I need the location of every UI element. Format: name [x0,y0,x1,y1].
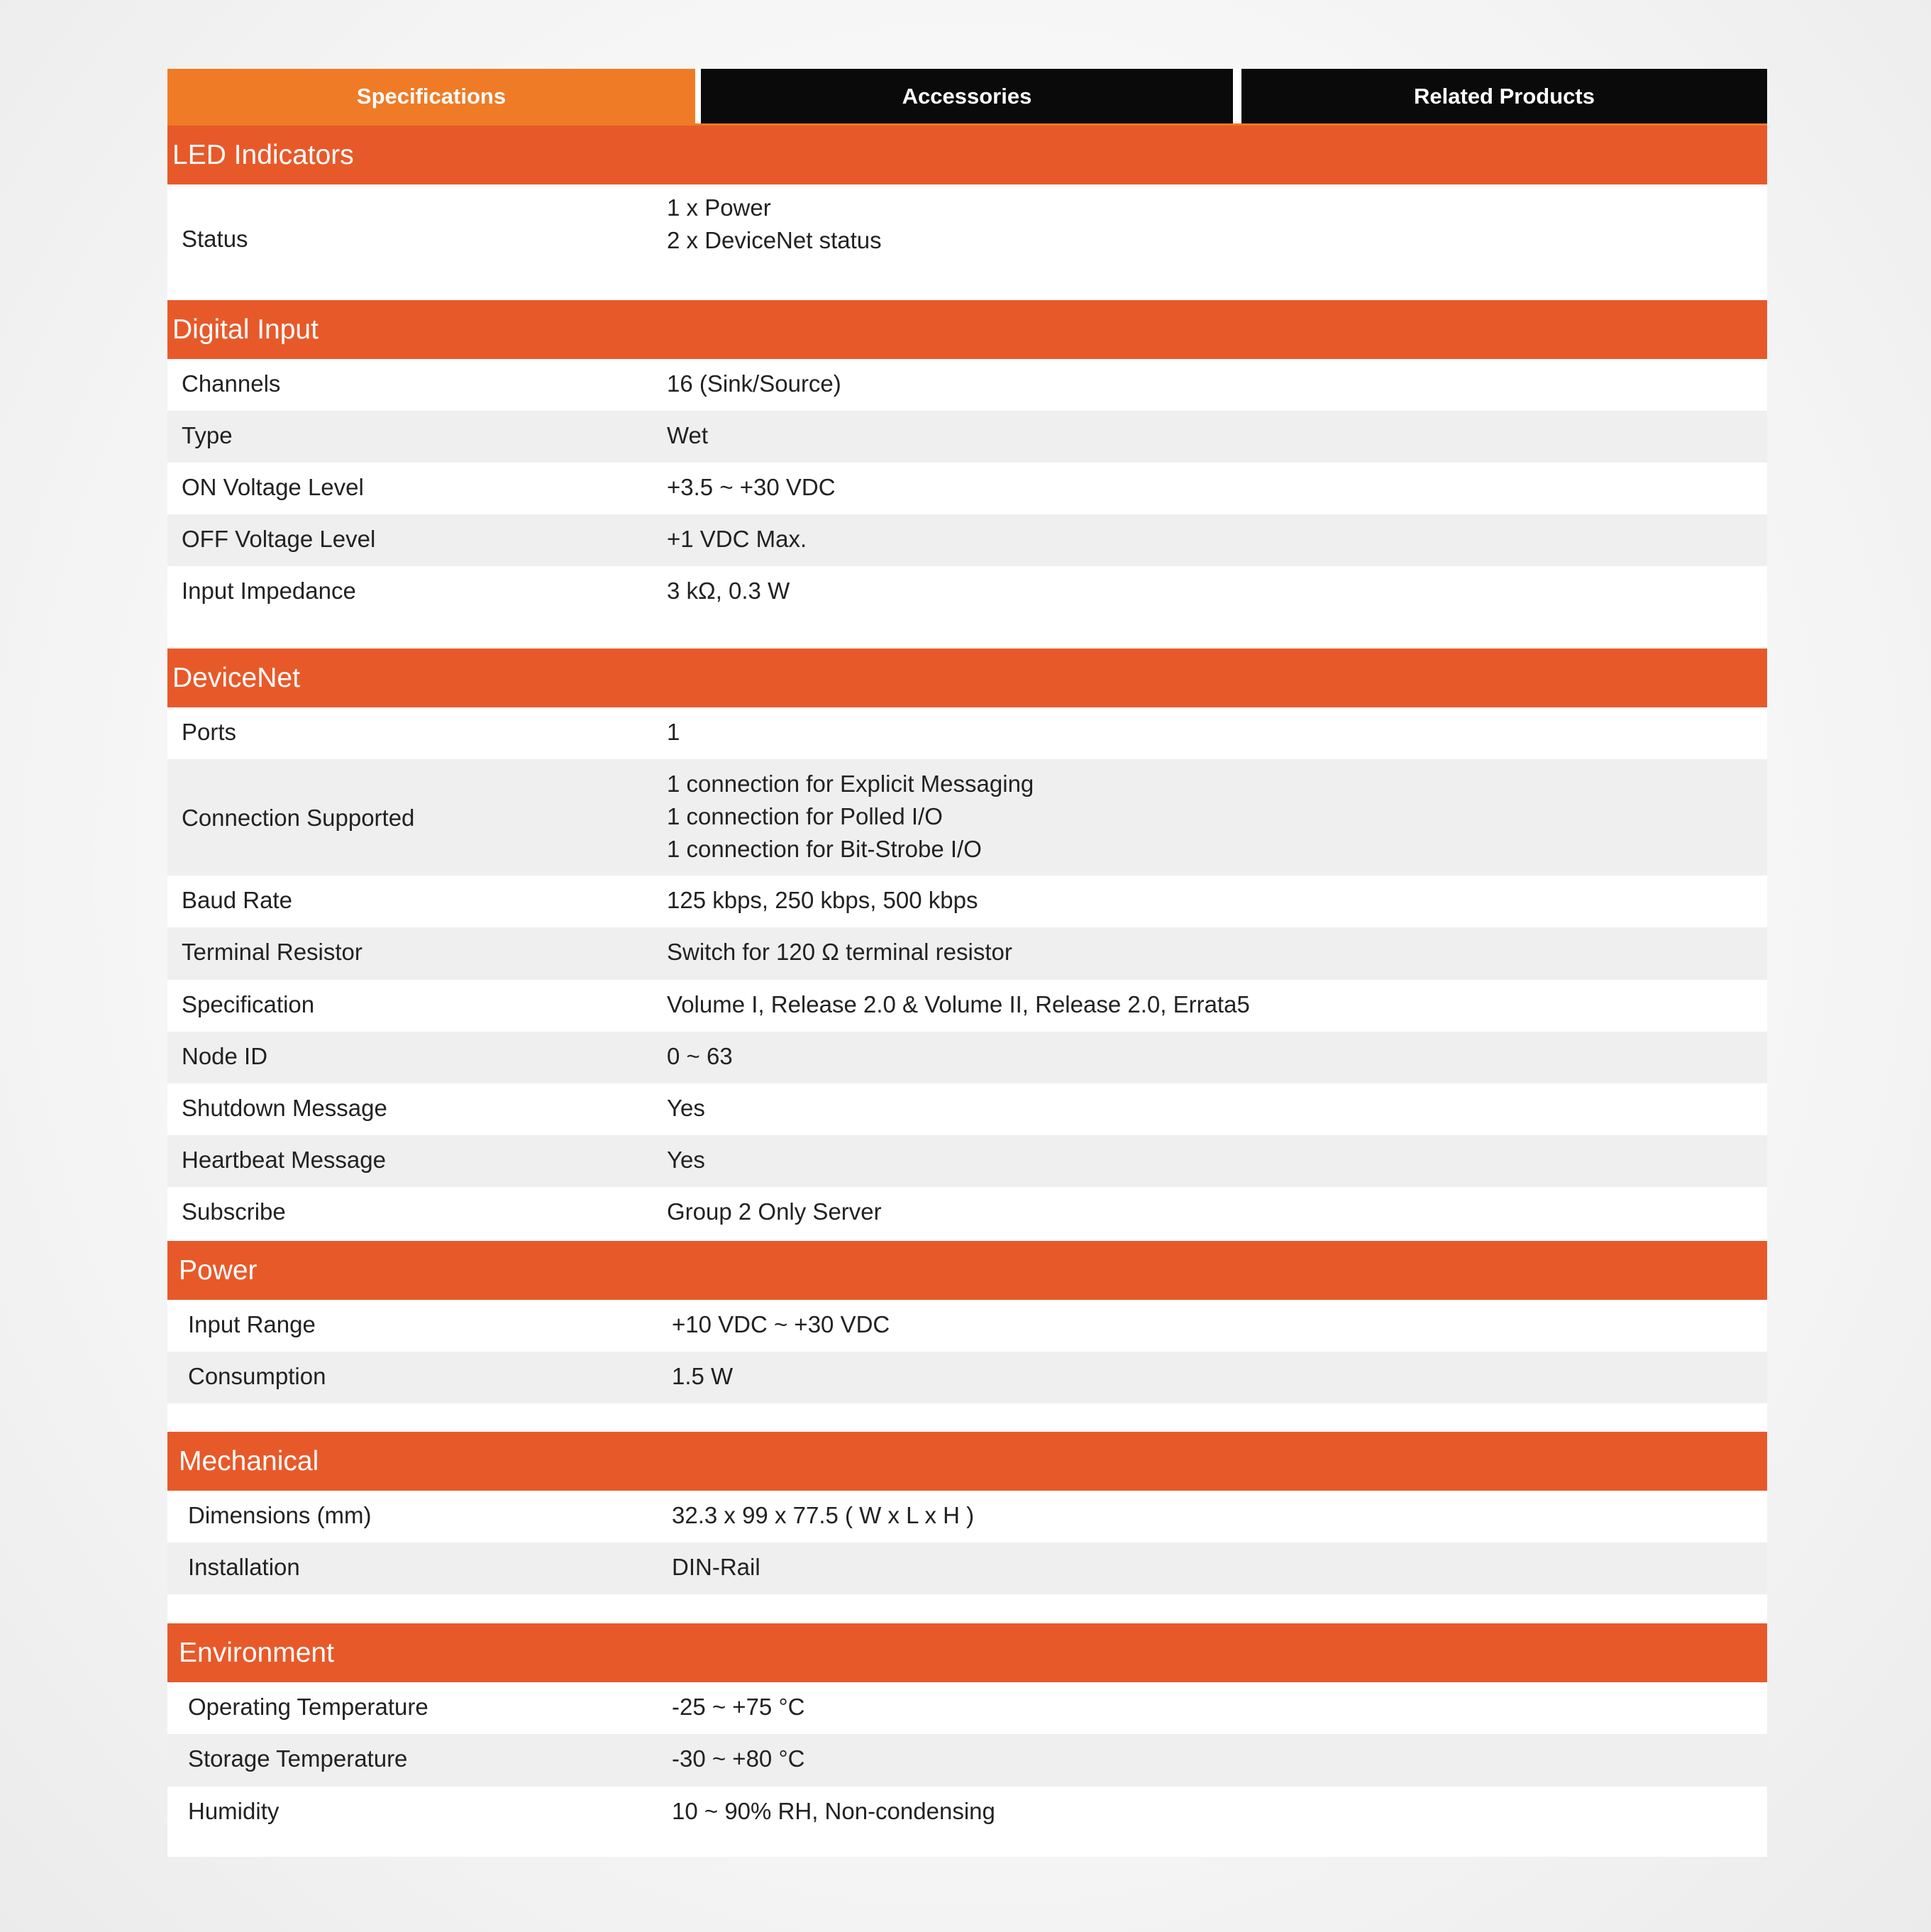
specifications-panel [167,69,1767,1857]
row-value: Switch for 120 Ω terminal resistor [667,939,1012,965]
table-row [167,1542,1767,1594]
row-label: Input Range [188,1311,316,1337]
row-label: Channels [182,370,281,397]
row-label: Type [182,422,233,448]
row-value: +1 VDC Max. [667,526,807,552]
table-row [167,980,1767,1032]
section-title: LED Indicators [167,126,1767,184]
section-power [167,1241,1767,1403]
row-label: Installation [188,1554,300,1580]
section-environment [167,1623,1767,1838]
table-row [167,1491,1767,1542]
table-row [167,1187,1767,1239]
table-row [167,927,1767,980]
row-value: 3 kΩ, 0.3 W [667,578,790,604]
table-row [167,1352,1767,1403]
row-label: Operating Temperature [188,1694,428,1720]
table-row [167,1682,1767,1734]
row-label: Specification [182,991,315,1017]
row-label: Ports [182,719,237,745]
row-label: Connection Supported [182,805,415,831]
row-value: +3.5 ~ +30 VDC [667,474,836,500]
section-title: Power [167,1241,1767,1300]
row-label: ON Voltage Level [182,474,364,500]
row-value: 32.3 x 99 x 77.5 ( W x L x H ) [672,1502,975,1528]
row-value: DIN-Rail [672,1554,760,1580]
row-label: Dimensions (mm) [188,1502,372,1528]
row-label: Baud Rate [182,887,292,913]
table-row [167,359,1767,411]
table-row [167,463,1767,514]
row-value: 125 kbps, 250 kbps, 500 kbps [667,887,978,913]
table-row [167,876,1767,927]
row-label: Humidity [188,1798,280,1824]
table-row [167,411,1767,463]
section-led-indicators [167,126,1767,298]
row-label: Status [182,226,248,252]
table-row [167,1787,1767,1838]
table-row [167,514,1767,566]
tab-specifications[interactable]: Specifications [167,69,695,123]
row-value: 1.5 W [672,1363,734,1389]
row-label: Terminal Resistor [182,939,363,965]
tab-related-products[interactable]: Related Products [1241,69,1767,123]
table-row [167,1300,1767,1352]
row-value: 16 (Sink/Source) [667,370,841,397]
row-value: 1 x Power 2 x DeviceNet status [667,194,882,253]
tab-bar [167,69,1767,123]
row-label: Storage Temperature [188,1745,408,1772]
row-value: -30 ~ +80 °C [672,1745,805,1772]
row-label: Consumption [188,1363,326,1389]
table-row [167,759,1767,876]
section-devicenet [167,648,1767,1239]
row-value: Wet [667,422,709,448]
section-title: Environment [167,1623,1767,1682]
table-row [167,184,1767,298]
row-value: Yes [667,1147,705,1173]
table-row [167,566,1767,646]
row-label: OFF Voltage Level [182,526,376,552]
section-title: DeviceNet [167,648,1767,707]
row-value: Volume I, Release 2.0 & Volume II, Release 2.0, Errata5 [667,991,1250,1017]
row-value: 1 connection for Explicit Messaging 1 connection for Polled I/O 1 connection for Bit-Strobe I/O [667,771,1034,862]
table-row [167,707,1767,759]
row-label: Shutdown Message [182,1095,387,1121]
row-value: -25 ~ +75 °C [672,1694,805,1720]
section-mechanical [167,1432,1767,1594]
row-label: Subscribe [182,1198,286,1225]
table-row [167,1083,1767,1135]
section-title: Digital Input [167,300,1767,359]
table-row [167,1734,1767,1787]
section-digital-input [167,300,1767,646]
table-row [167,1135,1767,1187]
row-value: +10 VDC ~ +30 VDC [672,1311,890,1337]
row-value: Group 2 Only Server [667,1198,882,1225]
tab-accessories[interactable]: Accessories [701,69,1233,123]
section-title: Mechanical [167,1432,1767,1491]
row-label: Node ID [182,1043,268,1069]
row-value: 0 ~ 63 [667,1043,733,1069]
row-value: 10 ~ 90% RH, Non-condensing [672,1798,995,1824]
row-label: Heartbeat Message [182,1147,386,1173]
row-label: Input Impedance [182,578,356,604]
row-value: 1 [667,719,680,745]
row-value: Yes [667,1095,705,1121]
table-row [167,1032,1767,1083]
